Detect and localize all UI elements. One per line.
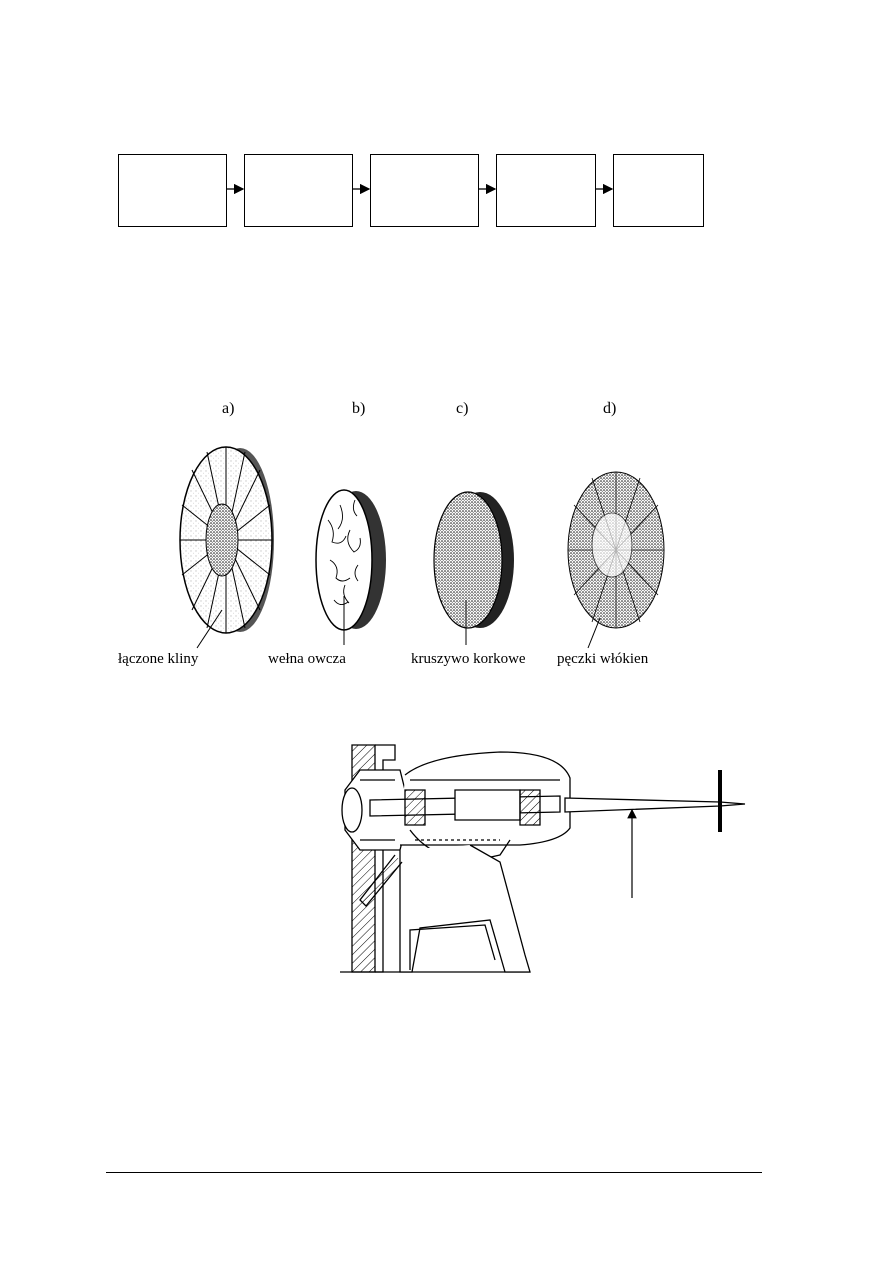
callout-label-c: kruszywo korkowe (411, 651, 526, 667)
panel-label-b: b) (352, 400, 366, 417)
panel-label-c: c) (456, 400, 469, 417)
callout-label-d: pęczki włókien (557, 651, 649, 667)
callout-label-b: wełna owcza (268, 651, 346, 667)
footer-rule (106, 1172, 762, 1173)
panel-label-d: d) (603, 400, 617, 417)
callout-label-a: łączone kliny (118, 651, 199, 667)
panel-label-a: a) (222, 400, 235, 417)
